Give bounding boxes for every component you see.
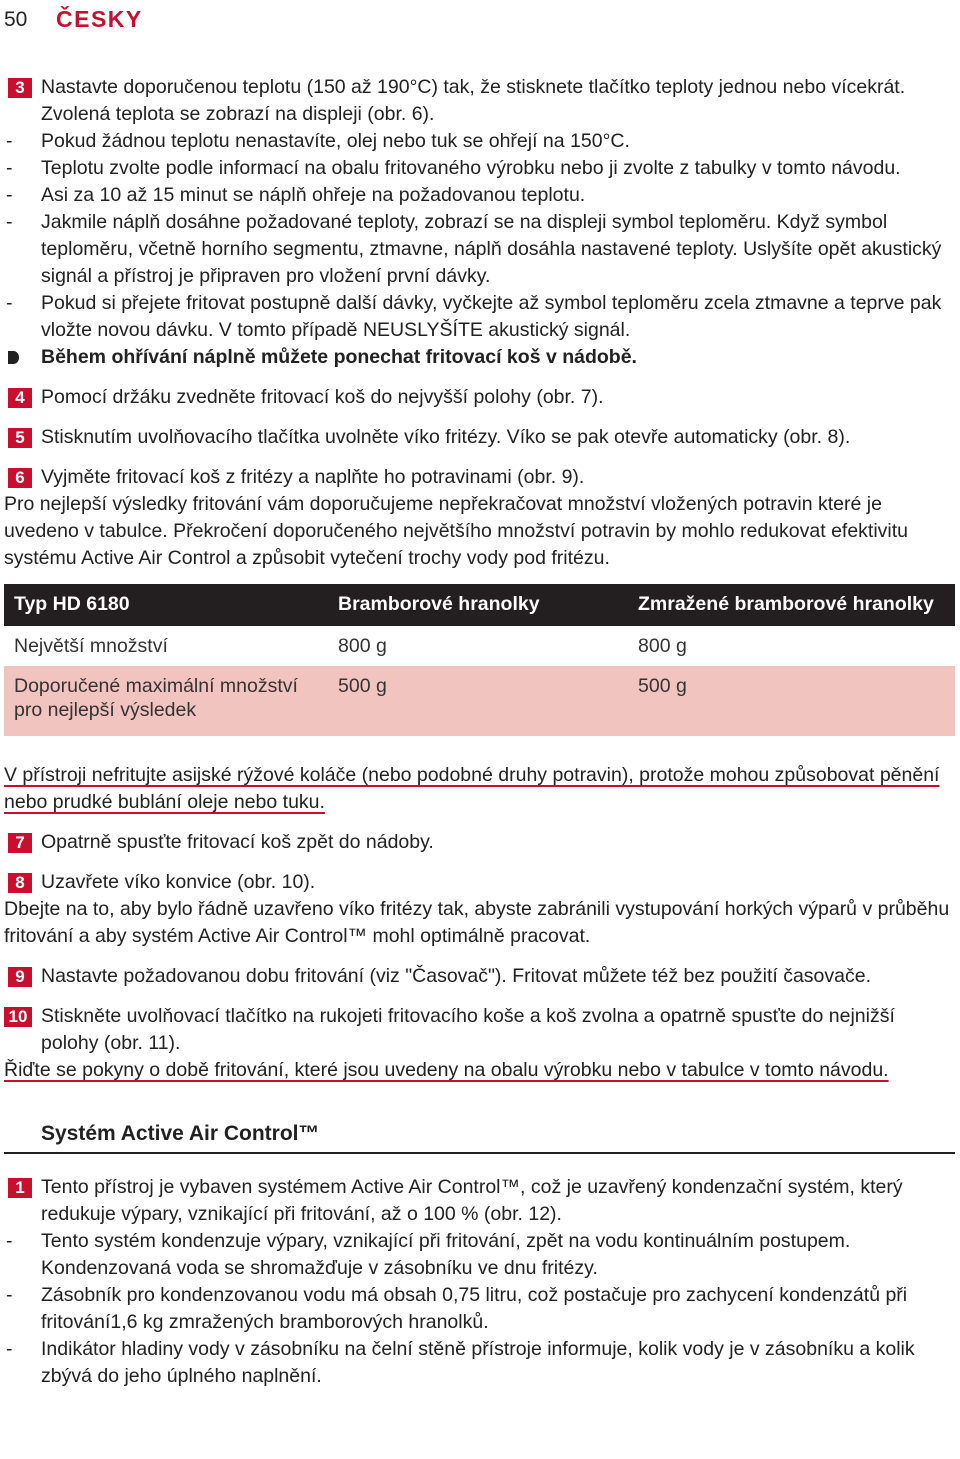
section-active-air-control <box>0 1122 960 1154</box>
tip-text: Během ohřívání náplně můžete ponechat fritovací koš v nádobě. <box>41 346 637 368</box>
step-number: 8 <box>8 873 32 893</box>
note-text: Indikátor hladiny vody v zásobníku na čelní stěně přístroje informuje, kolik vody je v zásobníku a kolik zbývá do jeho úplného naplnění. <box>41 1338 915 1387</box>
step-5 <box>0 424 960 451</box>
table-header-row <box>4 584 955 626</box>
page-header <box>0 0 960 48</box>
section-step-1 <box>0 1174 960 1228</box>
step-text: Nastavte doporučenou teplotu (150 až 190°C) tak, že stisknete tlačítko teploty jednou nebo vícekrát. Zvolená teplota se zobrazí na displeji (obr. 6). <box>41 76 906 125</box>
manual-content <box>0 74 960 1390</box>
table-cell: 800 g <box>338 635 387 657</box>
note-text: Jakmile náplň dosáhne požadované teploty, zobrazí se na displeji symbol teploměru. Když symbol teploměru, včetně horního segmentu, ztmavne, náplň dosáhla nastavené teploty. Uslyšíte opět akustický signál a přístroj je připraven pro vložení první dávky. <box>41 211 942 287</box>
step-7 <box>0 829 960 856</box>
step-number: 1 <box>8 1178 32 1198</box>
step-text: Stiskněte uvolňovací tlačítko na rukojeti fritovacího koše a koš zvolna a opatrně spusťte do nejnižší polohy (obr. 11). <box>41 1005 895 1054</box>
language-heading: ČESKY <box>56 6 143 32</box>
note-item <box>0 1282 960 1336</box>
step-3 <box>0 74 960 128</box>
step-text: Opatrně spusťte fritovací koš zpět do nádoby. <box>41 831 434 853</box>
table-cell: 500 g <box>628 666 955 736</box>
step-8 <box>0 869 960 896</box>
step-text: Pomocí držáku zvedněte fritovací koš do nejvyšší polohy (obr. 7). <box>41 386 604 408</box>
table-header-cell: Typ HD 6180 <box>4 584 328 626</box>
tip-item <box>0 344 960 371</box>
table-cell: Doporučené maximální množství pro nejlepší výsledek <box>4 666 328 736</box>
table-cell: 500 g <box>328 666 628 736</box>
warning-follow-instructions <box>0 1057 960 1084</box>
table-header-cell: Zmražené bramborové hranolky <box>628 584 955 626</box>
paragraph-text: Pro nejlepší výsledky fritování vám doporučujeme nepřekračovat množství vložených potravin které je uvedeno v tabulce. Překročení doporučeného největšího množství potravin by mohlo redukovat efektivitu systému Active Air Control a způsobit vytečení trochy vody pod fritézu. <box>4 493 909 569</box>
note-item <box>0 182 960 209</box>
step-number: 9 <box>8 967 32 987</box>
note-text: Tento systém kondenzuje výpary, vznikající při fritování, zpět na vodu kontinuálním postupem. Kondenzovaná voda se shromažďuje v zásobníku ve dnu fritézy. <box>41 1230 851 1279</box>
dash-marker: - <box>6 1338 13 1360</box>
table-cell: 800 g <box>638 635 687 657</box>
note-item <box>0 290 960 344</box>
table-cell: Největší množství <box>14 635 168 657</box>
note-item <box>0 209 960 290</box>
warning-text: Řiďte se pokyny o době fritování, které jsou uvedeny na obalu výrobku nebo v tabulce v tomto návodu. <box>4 1059 889 1081</box>
step-text: Tento přístroj je vybaven systémem Active Air Control™, což je uzavřený kondenzační systém, který redukuje výpary, vznikající při fritování, až o 100 % (obr. 12). <box>41 1176 903 1225</box>
step-number: 7 <box>8 833 32 853</box>
step-8-paragraph <box>0 896 960 950</box>
page-number: 50 <box>4 8 28 31</box>
table-row <box>4 626 955 666</box>
section-divider <box>4 1152 955 1154</box>
note-item <box>0 155 960 182</box>
step-10 <box>0 1003 960 1057</box>
step-number: 4 <box>8 388 32 408</box>
step-4 <box>0 384 960 411</box>
quantity-table <box>4 584 955 736</box>
table-header-cell: Bramborové hranolky <box>328 584 628 626</box>
paragraph-text: Dbejte na to, aby bylo řádně uzavřeno víko fritézy tak, abyste zabránili vystupování horkých výparů v průběhu fritování a aby systém Active Air Control™ mohl optimálně pracovat. <box>4 898 950 947</box>
step-number: 10 <box>4 1007 32 1027</box>
dash-marker: - <box>6 184 13 206</box>
dash-marker: - <box>6 211 13 233</box>
note-item <box>0 128 960 155</box>
step-text: Uzavřete víko konvice (obr. 10). <box>41 871 316 893</box>
step-number: 3 <box>8 78 32 98</box>
section-title: Systém Active Air Control™ <box>41 1122 320 1145</box>
step-text: Nastavte požadovanou dobu fritování (viz "Časovač"). Fritovat můžete též bez použití časovače. <box>41 965 872 987</box>
step-9 <box>0 963 960 990</box>
step-6-paragraph <box>0 491 960 572</box>
note-text: Zásobník pro kondenzovanou vodu má obsah 0,75 litru, což postačuje pro zachycení kondenzátů při fritování1,6 kg zmražených bramborových hranolků. <box>41 1284 908 1333</box>
dash-marker: - <box>6 130 13 152</box>
note-item <box>0 1228 960 1282</box>
note-text: Pokud si přejete fritovat postupně další dávky, vyčkejte až symbol teploměru zcela ztmavne a teprve pak vložte novou dávku. V tomto případě NEUSLYŠÍTE akustický signál. <box>41 292 942 341</box>
dash-marker: - <box>6 1230 13 1252</box>
step-6 <box>0 464 960 491</box>
step-text: Vyjměte fritovací koš z fritézy a naplňte ho potravinami (obr. 9). <box>41 466 585 488</box>
note-item <box>0 1336 960 1390</box>
step-number: 6 <box>8 468 32 488</box>
note-text: Pokud žádnou teplotu nenastavíte, olej nebo tuk se ohřejí na 150°C. <box>41 130 630 152</box>
dash-marker: - <box>6 157 13 179</box>
tip-bullet-icon <box>8 351 19 364</box>
note-text: Teplotu zvolte podle informací na obalu fritovaného výrobku nebo ji zvolte z tabulky v tomto návodu. <box>41 157 901 179</box>
warning-text: V přístroji nefritujte asijské rýžové koláče (nebo podobné druhy potravin), protože mohou způsobovat pěnění nebo prudké bublání oleje nebo tuku. <box>4 764 940 813</box>
note-text: Asi za 10 až 15 minut se náplň ohřeje na požadovanou teplotu. <box>41 184 586 206</box>
dash-marker: - <box>6 1284 13 1306</box>
table-row-highlighted <box>4 666 955 736</box>
step-text: Stisknutím uvolňovacího tlačítka uvolněte víko fritézy. Víko se pak otevře automaticky (obr. 8). <box>41 426 851 448</box>
warning-rice-cakes <box>0 762 960 816</box>
dash-marker: - <box>6 292 13 314</box>
step-number: 5 <box>8 428 32 448</box>
